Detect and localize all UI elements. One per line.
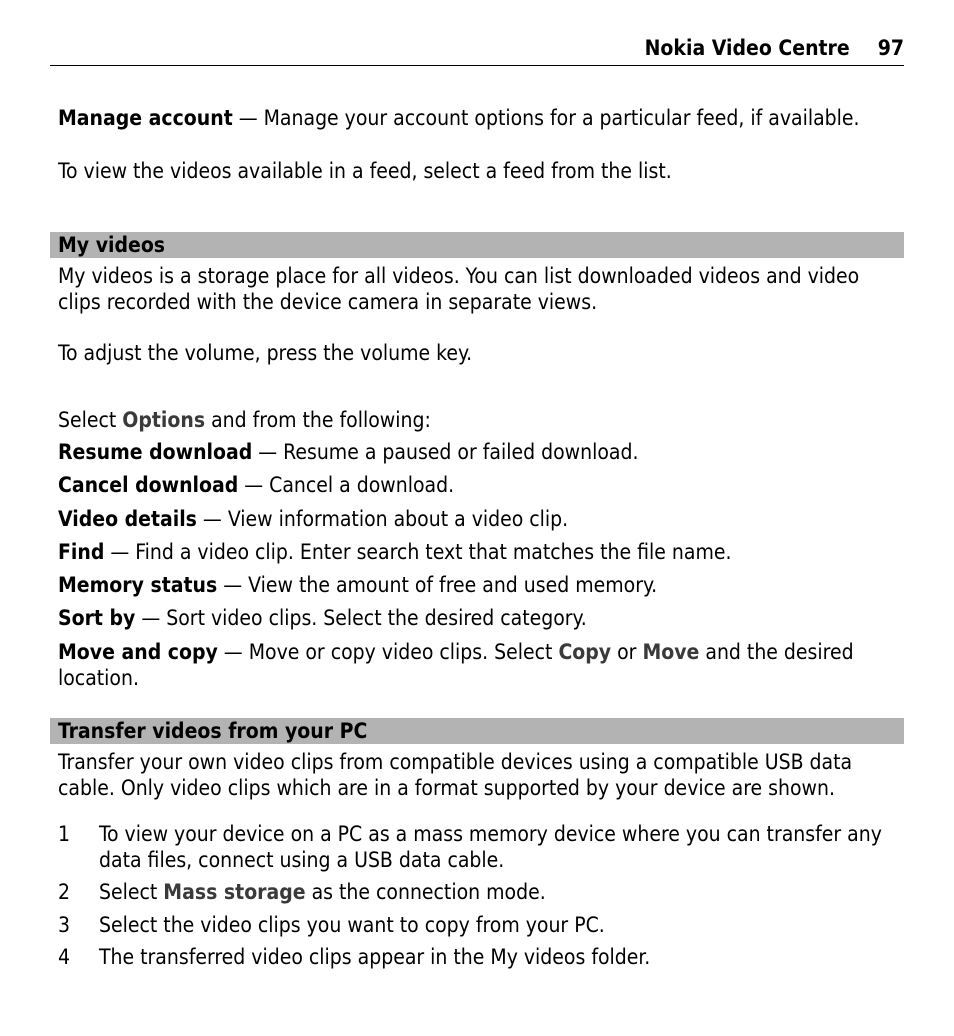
option-term: Resume download: [58, 440, 253, 464]
option-desc: — View information about a video clip.: [196, 507, 569, 531]
manage-account-desc: — Manage your account options for a particular feed, if available.: [232, 106, 860, 130]
option-term: Cancel download: [58, 473, 239, 497]
option-term: Sort by: [58, 606, 136, 630]
page-header: [50, 36, 904, 66]
move-copy-item: [58, 639, 904, 691]
option-term: Find: [58, 540, 105, 564]
option-item: [58, 572, 904, 598]
option-desc: — View the amount of free and used memory.: [217, 573, 658, 597]
mass-storage-label: Mass storage: [163, 880, 306, 904]
manage-account-item: [58, 105, 904, 131]
manage-account-term: Manage account: [58, 106, 233, 130]
section-heading-transfer: [50, 718, 904, 744]
move-label: Move: [642, 640, 700, 664]
move-copy-or: or: [611, 640, 643, 664]
move-copy-desc-pre: — Move or copy video clips. Select: [217, 640, 559, 664]
option-item: [58, 605, 904, 631]
my-videos-heading: My videos: [58, 233, 166, 257]
step-text: [99, 879, 904, 905]
step-number: 2: [58, 880, 71, 904]
copy-label: Copy: [558, 640, 612, 664]
step-pre: Select: [99, 880, 164, 904]
my-videos-paragraph: My videos is a storage place for all videos. You can list downloaded videos and video clips recorded with the device camera in separate views.: [58, 264, 860, 314]
page-header-title: Nokia Video Centre: [644, 36, 850, 60]
section-heading-my-videos: [50, 232, 904, 258]
step-text: Select the video clips you want to copy from your PC.: [99, 913, 605, 937]
option-desc: — Resume a paused or failed download.: [252, 440, 639, 464]
step-number: 1: [58, 822, 71, 846]
page-number: 97: [877, 36, 904, 60]
options-label: Options: [122, 408, 206, 432]
select-options-pre: Select: [58, 408, 123, 432]
option-item: [58, 539, 904, 565]
select-options-line: [58, 407, 904, 433]
transfer-paragraph: Transfer your own video clips from compatible devices using a compatible USB data cable. Only video clips which are in a format supported by your device are shown.: [58, 750, 853, 800]
option-desc: — Find a video clip. Enter search text that matches the file name.: [104, 540, 732, 564]
option-term: Video details: [58, 507, 197, 531]
option-term: Memory status: [58, 573, 218, 597]
view-feed-text: To view the videos available in a feed, select a feed from the list.: [58, 159, 672, 183]
step-text: To view your device on a PC as a mass memory device where you can transfer any data files, connect using a USB data cable.: [99, 822, 882, 872]
option-item: [58, 439, 904, 465]
volume-paragraph: To adjust the volume, press the volume key.: [58, 341, 473, 365]
step-text: The transferred video clips appear in the My videos folder.: [99, 945, 651, 969]
step-number: 3: [58, 913, 71, 937]
select-options-post: and from the following:: [205, 408, 431, 432]
option-desc: — Sort video clips. Select the desired category.: [135, 606, 587, 630]
transfer-heading: Transfer videos from your PC: [58, 719, 368, 743]
option-item: [58, 472, 904, 498]
move-copy-term: Move and copy: [58, 640, 218, 664]
option-desc: — Cancel a download.: [238, 473, 455, 497]
move-copy-desc-post: and the desired location.: [58, 640, 854, 690]
step-post: as the connection mode.: [305, 880, 546, 904]
option-item: [58, 506, 904, 532]
step-number: 4: [58, 945, 71, 969]
